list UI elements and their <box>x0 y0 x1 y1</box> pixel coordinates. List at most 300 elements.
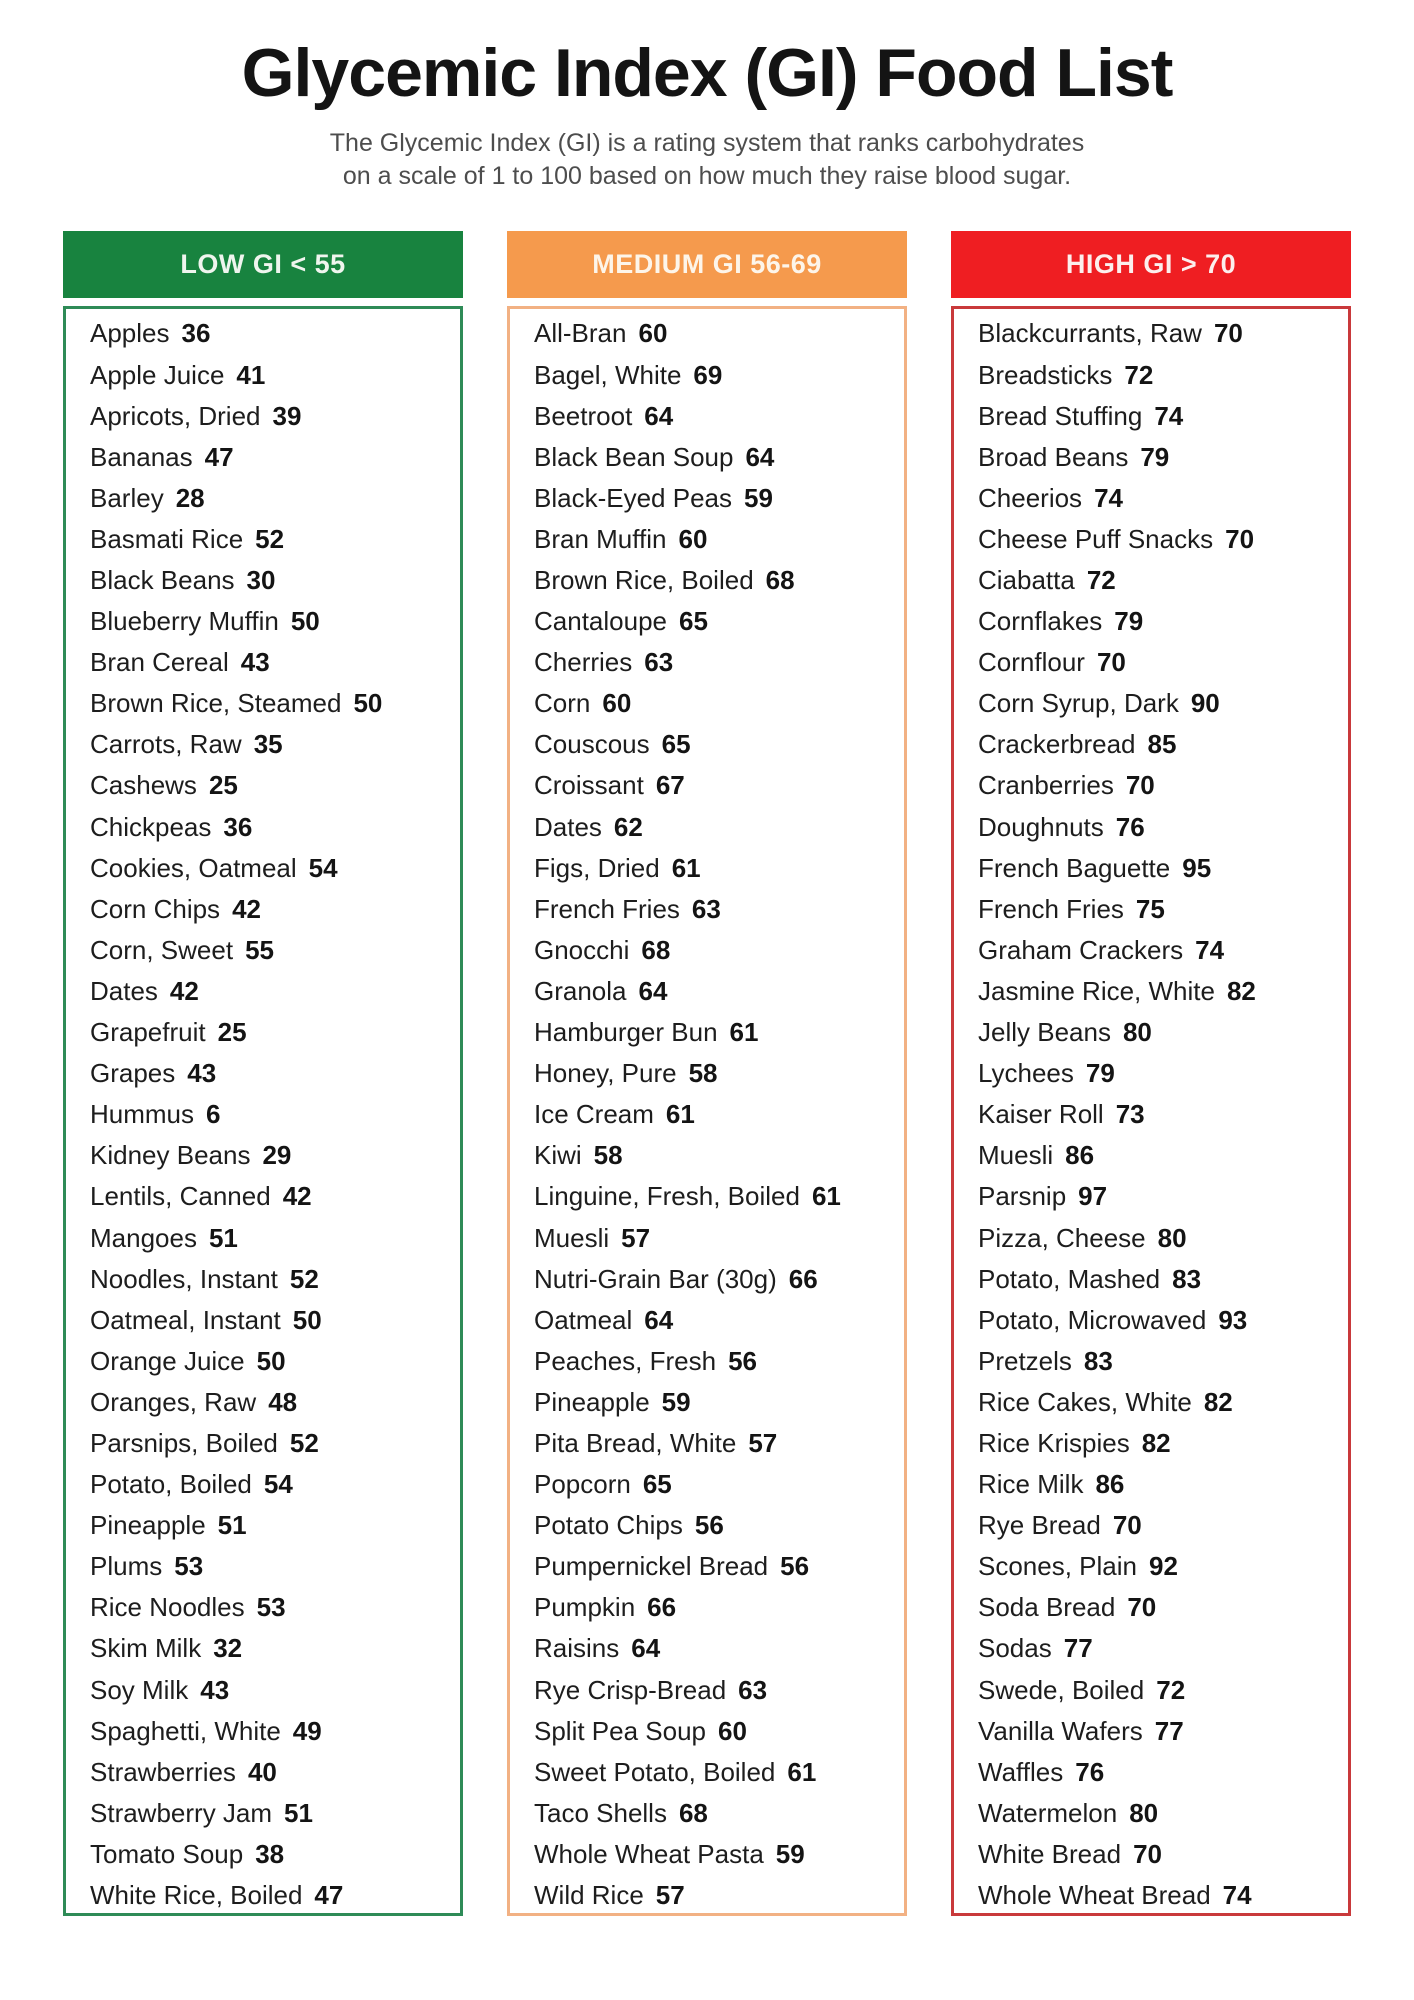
list-item <box>978 848 1348 889</box>
food-name: Mangoes <box>90 1222 197 1253</box>
gi-value: 61 <box>729 1017 759 1048</box>
food-name: Parsnip <box>978 1181 1067 1212</box>
food-name: Lychees <box>978 1058 1074 1089</box>
food-name: Popcorn <box>534 1469 631 1500</box>
list-item <box>534 1711 904 1752</box>
gi-value: 59 <box>661 1386 691 1417</box>
gi-value: 70 <box>1125 770 1155 801</box>
list-item <box>90 1834 460 1875</box>
subtitle-line-1: The Glycemic Index (GI) is a rating system that ranks carbohydrates <box>329 129 1085 158</box>
list-item <box>978 807 1348 848</box>
food-name: Apples <box>90 318 170 349</box>
gi-value: 85 <box>1147 729 1177 760</box>
food-name: Hummus <box>90 1099 195 1130</box>
list-item <box>90 1793 460 1834</box>
food-name: Ice Cream <box>534 1099 654 1130</box>
food-name: Rye Bread <box>978 1510 1101 1541</box>
column-low-gi <box>63 231 463 1916</box>
gi-value: 40 <box>247 1756 277 1787</box>
list-item <box>534 1669 904 1710</box>
list-item <box>534 1793 904 1834</box>
food-name: Corn Syrup, Dark <box>978 688 1179 719</box>
food-name: Crackerbread <box>978 729 1136 760</box>
gi-value: 72 <box>1124 359 1154 390</box>
list-item <box>534 1834 904 1875</box>
food-name: French Fries <box>978 893 1124 924</box>
food-name: Cheerios <box>978 482 1083 513</box>
food-name: Sodas <box>978 1633 1052 1664</box>
list-item <box>90 601 460 642</box>
food-name: All-Bran <box>534 318 627 349</box>
food-name: Strawberry Jam <box>90 1797 273 1828</box>
list-item <box>90 1135 460 1176</box>
gi-value: 70 <box>1213 318 1243 349</box>
list-item <box>978 971 1348 1012</box>
food-name: Grapes <box>90 1058 176 1089</box>
list-item <box>978 1259 1348 1300</box>
list-item <box>978 1176 1348 1217</box>
gi-value: 86 <box>1065 1140 1095 1171</box>
gi-value: 61 <box>811 1181 841 1212</box>
list-item <box>534 683 904 724</box>
list-item <box>90 765 460 806</box>
gi-value: 43 <box>200 1674 230 1705</box>
list-item <box>978 1834 1348 1875</box>
gi-value: 60 <box>718 1715 747 1746</box>
list-item <box>978 601 1348 642</box>
food-name: Bagel, White <box>534 359 682 390</box>
food-name: Spaghetti, White <box>90 1715 281 1746</box>
gi-value: 38 <box>255 1838 285 1869</box>
food-name: Potato Chips <box>534 1510 683 1541</box>
gi-value: 67 <box>655 770 685 801</box>
food-name: Oatmeal, Instant <box>90 1304 281 1335</box>
food-name: Black-Eyed Peas <box>534 482 732 513</box>
list-item <box>534 1341 904 1382</box>
list-item <box>534 519 904 560</box>
gi-value: 56 <box>728 1345 758 1376</box>
gi-value: 57 <box>748 1427 778 1458</box>
list-item <box>90 1505 460 1546</box>
gi-value: 70 <box>1096 647 1126 678</box>
gi-value: 43 <box>187 1058 217 1089</box>
food-name: White Rice, Boiled <box>90 1880 303 1910</box>
food-name: Brown Rice, Steamed <box>90 688 342 719</box>
gi-value: 64 <box>638 975 668 1006</box>
list-item <box>90 1382 460 1423</box>
list-item <box>978 1711 1348 1752</box>
food-name: Rice Milk <box>978 1469 1084 1500</box>
list-item <box>978 724 1348 765</box>
food-name: Doughnuts <box>978 811 1104 842</box>
list-item <box>978 1382 1348 1423</box>
list-item <box>90 396 460 437</box>
gi-value: 59 <box>775 1838 805 1869</box>
gi-value: 43 <box>240 647 270 678</box>
list-item <box>90 1875 460 1916</box>
food-name: Pita Bread, White <box>534 1427 737 1458</box>
gi-value: 74 <box>1094 482 1123 513</box>
list-item <box>978 683 1348 724</box>
gi-value: 80 <box>1129 1797 1159 1828</box>
list-item <box>978 1053 1348 1094</box>
gi-value: 62 <box>613 811 643 842</box>
subtitle-line-2: on a scale of 1 to 100 based on how much they raise blood sugar. <box>342 162 1072 191</box>
list-item <box>90 1423 460 1464</box>
list-item <box>90 848 460 889</box>
list-item <box>90 1094 460 1135</box>
list-item <box>90 1546 460 1587</box>
list-item <box>534 1217 904 1258</box>
list-item <box>90 724 460 765</box>
food-name: Muesli <box>534 1222 610 1253</box>
gi-value: 56 <box>780 1551 810 1582</box>
list-item <box>534 437 904 478</box>
list-item <box>978 313 1348 354</box>
food-name: Muesli <box>978 1140 1054 1171</box>
gi-value: 82 <box>1141 1427 1171 1458</box>
gi-value: 58 <box>593 1140 623 1171</box>
gi-value: 70 <box>1112 1510 1142 1541</box>
food-name: Cherries <box>534 647 633 678</box>
gi-value: 48 <box>268 1386 298 1417</box>
food-name: Plums <box>90 1551 163 1582</box>
list-item <box>534 1546 904 1587</box>
list-item <box>534 1382 904 1423</box>
food-name: Rice Cakes, White <box>978 1386 1192 1417</box>
food-name: Corn Chips <box>90 893 221 924</box>
food-name: Hamburger Bun <box>534 1017 718 1048</box>
food-name: Corn <box>534 688 591 719</box>
food-name: Corn, Sweet <box>90 934 234 965</box>
list-item <box>534 601 904 642</box>
food-name: Soda Bread <box>978 1592 1116 1623</box>
gi-value: 82 <box>1226 975 1256 1006</box>
gi-value: 42 <box>282 1181 312 1212</box>
list-item <box>978 1217 1348 1258</box>
food-name: French Baguette <box>978 852 1171 883</box>
food-name: Brown Rice, Boiled <box>534 565 754 595</box>
list-item <box>534 1135 904 1176</box>
gi-value: 72 <box>1086 565 1116 595</box>
medium-gi-list <box>507 306 907 1916</box>
list-item <box>978 1423 1348 1464</box>
list-item <box>534 313 904 354</box>
list-item <box>534 1176 904 1217</box>
food-name: Potato, Mashed <box>978 1263 1161 1294</box>
gi-value: 60 <box>638 318 668 349</box>
gi-value: 92 <box>1148 1551 1178 1582</box>
food-name: Graham Crackers <box>978 934 1184 965</box>
gi-value: 68 <box>678 1797 708 1828</box>
food-name: Cashews <box>90 770 197 801</box>
list-item <box>534 1300 904 1341</box>
gi-value: 6 <box>206 1099 221 1130</box>
gi-value: 77 <box>1154 1715 1184 1746</box>
gi-value: 50 <box>292 1304 322 1335</box>
list-item <box>978 396 1348 437</box>
gi-value: 77 <box>1063 1633 1093 1664</box>
gi-value: 42 <box>169 975 199 1006</box>
list-item <box>534 1752 904 1793</box>
column-high-gi <box>951 231 1351 1916</box>
food-name: Grapefruit <box>90 1017 206 1048</box>
gi-value: 54 <box>263 1469 293 1500</box>
list-item <box>978 1505 1348 1546</box>
gi-value: 42 <box>232 893 261 924</box>
list-item <box>534 807 904 848</box>
list-item <box>978 519 1348 560</box>
food-name: Ciabatta <box>978 565 1075 595</box>
gi-value: 90 <box>1190 688 1220 719</box>
list-item <box>978 930 1348 971</box>
food-name: Potato, Boiled <box>90 1469 252 1500</box>
food-name: Dates <box>534 811 602 842</box>
gi-value: 60 <box>678 523 708 554</box>
food-name: Orange Juice <box>90 1345 245 1376</box>
gi-value: 58 <box>688 1058 718 1089</box>
gi-value: 30 <box>246 565 276 595</box>
list-item <box>90 1587 460 1628</box>
gi-value: 66 <box>647 1592 677 1623</box>
list-item <box>90 930 460 971</box>
gi-value: 52 <box>289 1427 319 1458</box>
food-name: Figs, Dried <box>534 852 660 883</box>
food-name: Beetroot <box>534 400 633 431</box>
gi-value: 36 <box>223 811 253 842</box>
gi-value: 68 <box>641 934 671 965</box>
list-item <box>978 1628 1348 1669</box>
list-item <box>978 1135 1348 1176</box>
food-name: Skim Milk <box>90 1633 202 1664</box>
gi-value: 80 <box>1157 1222 1187 1253</box>
column-medium-gi <box>507 231 907 1916</box>
food-name: Cornflakes <box>978 606 1103 637</box>
gi-value: 51 <box>217 1510 247 1541</box>
gi-value: 70 <box>1127 1592 1157 1623</box>
gi-value: 50 <box>290 606 320 637</box>
food-name: Scones, Plain <box>978 1551 1137 1582</box>
low-gi-header: LOW GI < 55 <box>63 231 463 298</box>
gi-value: 72 <box>1156 1674 1186 1705</box>
list-item <box>978 1546 1348 1587</box>
list-item <box>90 971 460 1012</box>
food-name: Potato, Microwaved <box>978 1304 1207 1335</box>
gi-value: 28 <box>175 482 205 513</box>
list-item <box>978 1464 1348 1505</box>
gi-value: 65 <box>661 729 691 760</box>
gi-value: 65 <box>642 1469 672 1500</box>
gi-value: 39 <box>272 400 302 431</box>
list-item <box>90 642 460 683</box>
list-item <box>90 1752 460 1793</box>
list-item <box>978 1669 1348 1710</box>
gi-value: 41 <box>236 359 266 390</box>
gi-value: 64 <box>644 400 674 431</box>
food-name: Cantaloupe <box>534 606 667 637</box>
gi-value: 57 <box>621 1222 651 1253</box>
gi-value: 52 <box>289 1263 319 1294</box>
list-item <box>90 1012 460 1053</box>
gi-columns <box>0 231 1414 1916</box>
gi-value: 95 <box>1182 852 1212 883</box>
gi-value: 63 <box>644 647 674 678</box>
food-name: Apricots, Dried <box>90 400 261 431</box>
gi-value: 25 <box>217 1017 247 1048</box>
food-name: Pumpkin <box>534 1592 636 1623</box>
food-name: Taco Shells <box>534 1797 667 1828</box>
food-name: Noodles, Instant <box>90 1263 278 1294</box>
list-item <box>534 724 904 765</box>
gi-value: 53 <box>174 1551 204 1582</box>
food-name: Kiwi <box>534 1140 582 1171</box>
food-name: Barley <box>90 482 164 513</box>
food-name: Black Beans <box>90 565 235 595</box>
list-item <box>90 1259 460 1300</box>
gi-value: 83 <box>1083 1345 1113 1376</box>
list-item <box>90 807 460 848</box>
list-item <box>534 1259 904 1300</box>
high-gi-header: HIGH GI > 70 <box>951 231 1351 298</box>
list-item <box>90 1628 460 1669</box>
food-name: Cookies, Oatmeal <box>90 852 297 883</box>
food-name: Rice Noodles <box>90 1592 245 1623</box>
list-item <box>90 560 460 601</box>
high-gi-list <box>951 306 1351 1916</box>
gi-value: 53 <box>256 1592 286 1623</box>
page-title: Glycemic Index (GI) Food List <box>241 35 1173 111</box>
list-item <box>978 1300 1348 1341</box>
food-name: Bananas <box>90 441 193 472</box>
gi-value: 64 <box>745 441 775 472</box>
list-item <box>534 478 904 519</box>
list-item <box>90 437 460 478</box>
list-item <box>90 354 460 395</box>
food-name: Vanilla Wafers <box>978 1715 1143 1746</box>
list-item <box>90 1341 460 1382</box>
list-item <box>978 1094 1348 1135</box>
list-item <box>90 313 460 354</box>
gi-value: 63 <box>738 1674 768 1705</box>
gi-value: 64 <box>644 1304 674 1335</box>
gi-value: 66 <box>788 1263 818 1294</box>
list-item <box>90 683 460 724</box>
food-name: Oranges, Raw <box>90 1386 257 1417</box>
gi-value: 69 <box>693 359 723 390</box>
list-item <box>534 1423 904 1464</box>
low-gi-list <box>63 306 463 1916</box>
list-item <box>90 519 460 560</box>
gi-value: 25 <box>208 770 238 801</box>
gi-value: 32 <box>213 1633 243 1664</box>
gi-value: 63 <box>691 893 721 924</box>
food-name: Broad Beans <box>978 441 1129 472</box>
list-item <box>534 1587 904 1628</box>
list-item <box>534 1053 904 1094</box>
list-item <box>90 1300 460 1341</box>
gi-value: 61 <box>671 852 701 883</box>
food-name: Wild Rice <box>534 1880 644 1910</box>
list-item <box>534 354 904 395</box>
food-name: Dates <box>90 975 158 1006</box>
food-name: Granola <box>534 975 627 1006</box>
list-item <box>978 642 1348 683</box>
food-name: Pineapple <box>90 1510 206 1541</box>
gi-value: 70 <box>1133 1838 1162 1869</box>
page-subtitle <box>0 127 1414 193</box>
gi-value: 61 <box>665 1099 695 1130</box>
gi-value: 75 <box>1135 893 1165 924</box>
list-item <box>978 1341 1348 1382</box>
food-name: French Fries <box>534 893 680 924</box>
gi-value: 29 <box>262 1140 292 1171</box>
food-name: Split Pea Soup <box>534 1715 707 1746</box>
gi-value: 65 <box>679 606 708 637</box>
list-item <box>90 1669 460 1710</box>
food-name: Lentils, Canned <box>90 1181 271 1212</box>
list-item <box>978 889 1348 930</box>
food-name: Whole Wheat Bread <box>978 1880 1211 1910</box>
list-item <box>534 642 904 683</box>
list-item <box>534 1875 904 1916</box>
list-item <box>90 889 460 930</box>
gi-value: 80 <box>1122 1017 1152 1048</box>
food-name: Carrots, Raw <box>90 729 242 760</box>
food-name: Bran Cereal <box>90 647 229 678</box>
list-item <box>90 1464 460 1505</box>
gi-value: 52 <box>255 523 285 554</box>
gi-value: 36 <box>181 318 211 349</box>
gi-value: 83 <box>1172 1263 1202 1294</box>
food-name: Cranberries <box>978 770 1114 801</box>
food-name: Black Bean Soup <box>534 441 734 472</box>
gi-value: 57 <box>655 1880 685 1910</box>
list-item <box>978 1587 1348 1628</box>
list-item <box>534 930 904 971</box>
food-name: Blueberry Muffin <box>90 606 279 637</box>
gi-value: 35 <box>253 729 283 760</box>
food-name: Raisins <box>534 1633 620 1664</box>
gi-value: 70 <box>1225 523 1255 554</box>
list-item <box>978 354 1348 395</box>
gi-value: 60 <box>602 688 632 719</box>
food-name: Tomato Soup <box>90 1838 244 1869</box>
gi-value: 76 <box>1075 1756 1105 1787</box>
gi-value: 61 <box>787 1756 817 1787</box>
food-name: Swede, Boiled <box>978 1674 1145 1705</box>
list-item <box>978 437 1348 478</box>
food-name: Blackcurrants, Raw <box>978 318 1202 349</box>
gi-value: 51 <box>208 1222 238 1253</box>
list-item <box>534 971 904 1012</box>
food-name: Cheese Puff Snacks <box>978 523 1214 554</box>
gi-value: 74 <box>1154 400 1184 431</box>
gi-value: 79 <box>1114 606 1144 637</box>
gi-value: 74 <box>1195 934 1225 965</box>
food-name: Chickpeas <box>90 811 212 842</box>
food-name: Pizza, Cheese <box>978 1222 1146 1253</box>
list-item <box>534 1628 904 1669</box>
list-item <box>978 765 1348 806</box>
list-item <box>978 1875 1348 1916</box>
medium-gi-header: MEDIUM GI 56-69 <box>507 231 907 298</box>
food-name: Soy Milk <box>90 1674 189 1705</box>
list-item <box>534 1505 904 1546</box>
gi-value: 47 <box>314 1880 344 1910</box>
gi-value: 82 <box>1203 1386 1233 1417</box>
food-name: Pretzels <box>978 1345 1072 1376</box>
food-name: Jasmine Rice, White <box>978 975 1215 1006</box>
